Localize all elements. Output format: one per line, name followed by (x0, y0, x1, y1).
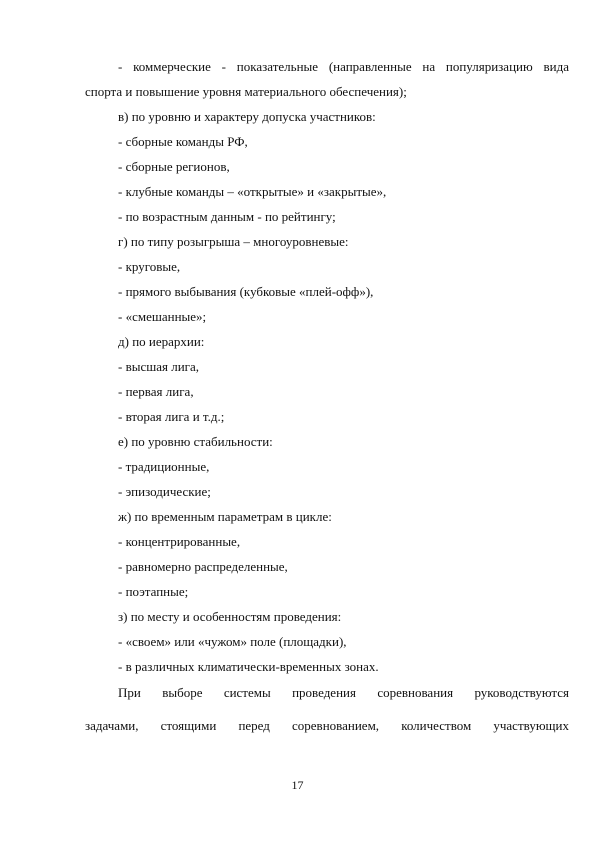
word: задачами, (85, 718, 139, 733)
list-item: - первая лига, (118, 384, 194, 399)
section-heading: д) по иерархии: (118, 334, 205, 349)
word: (направленные (328, 59, 412, 74)
word: системы (223, 685, 271, 700)
list-item: - сборные регионов, (118, 159, 230, 174)
section-heading: з) по месту и особенностям проведения: (118, 609, 342, 624)
word: на (422, 59, 436, 74)
list-item: - круговые, (118, 259, 181, 274)
word: выборе (162, 685, 203, 700)
paragraph-continuation: спорта и повышение уровня материального обеспечения); (85, 84, 407, 99)
word: - (118, 59, 123, 74)
section-heading: ж) по временным параметрам в цикле: (118, 509, 332, 524)
section-heading: е) по уровню стабильности: (118, 434, 273, 449)
paragraph-final-line-1 (118, 685, 569, 701)
section-heading: г) по типу розыгрыша – многоуровневые: (118, 234, 349, 249)
word: соревнования (377, 685, 454, 700)
word: проведения (292, 685, 356, 700)
word: При (118, 685, 141, 700)
word: - (221, 59, 227, 74)
list-item: - по возрастным данным - по рейтингу; (118, 209, 336, 224)
list-item: - «смешанные»; (118, 309, 207, 324)
list-item: - «своем» или «чужом» поле (площадки), (118, 634, 347, 649)
word: руководствуются (474, 685, 569, 700)
list-item: - в различных климатически-временных зонах. (118, 659, 379, 674)
word: перед (238, 718, 270, 733)
list-item: - эпизодические; (118, 484, 211, 499)
word: соревнованием, (292, 718, 380, 733)
page-number: 17 (291, 778, 304, 792)
paragraph-final-line-2 (85, 718, 569, 734)
list-item: - концентрированные, (118, 534, 241, 549)
list-item: - поэтапные; (118, 584, 189, 599)
word: стоящими (160, 718, 217, 733)
word: коммерческие (133, 59, 211, 74)
word: участвующих (493, 718, 569, 733)
list-item: - клубные команды – «открытые» и «закрытые», (118, 184, 387, 199)
list-item: - традиционные, (118, 459, 210, 474)
word: вида (543, 59, 569, 74)
section-heading: в) по уровню и характеру допуска участников: (118, 109, 376, 124)
list-item: - вторая лига и т.д.; (118, 409, 225, 424)
word: показательные (236, 59, 319, 74)
list-item: - прямого выбывания (кубковые «плей-офф»), (118, 284, 374, 299)
list-item: - сборные команды РФ, (118, 134, 248, 149)
word: популяризацию (445, 59, 533, 74)
word: количеством (401, 718, 472, 733)
paragraph-first-line (118, 59, 569, 75)
list-item: - высшая лига, (118, 359, 200, 374)
list-item: - равномерно распределенные, (118, 559, 288, 574)
